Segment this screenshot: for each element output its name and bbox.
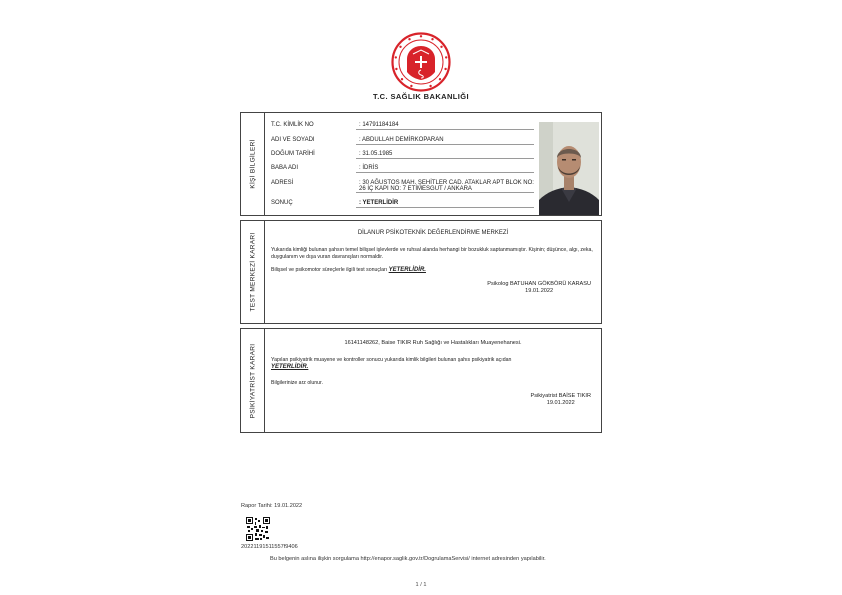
verification-text: Bu belgenin aslına ilişkin sorgulama http://enapor.saglik.gov.tr/DogrulamaServisi/ internet adresinden yapılabilir.: [270, 556, 546, 562]
field-value: : ABDULLAH DEMİRKOPARAN: [356, 137, 534, 145]
field-label: ADRESİ: [271, 180, 294, 186]
field-value: : İDRİS: [356, 165, 534, 173]
test-paragraph-2-text: Bilişsel ve psikomotor süreçlerle ilgili test sonuçları: [271, 267, 388, 273]
test-signature: [487, 281, 591, 295]
test-center-section: [240, 220, 602, 324]
field-label: SONUÇ: [271, 200, 293, 206]
psychiatrist-result: YETERLİDİR.: [271, 364, 309, 370]
test-center-name: DİLANUR PSİKOTEKNİK DEĞERLENDİRME MERKEZİ: [357, 230, 509, 236]
test-result: YETERLİDİR.: [388, 267, 426, 273]
test-signer: Psikolog BATUHAN GÖKBÖRÜ KARASU: [487, 281, 591, 287]
side-label-psychiatrist: PSİKİYATRİST KARARI: [249, 343, 256, 418]
psychiatrist-date: 19.01.2022: [546, 400, 575, 406]
test-date: 19.01.2022: [525, 288, 554, 294]
field-value: : 30 AĞUSTOS MAH. ŞEHİTLER CAD. ATAKLAR APT BLOK NO: 26 İÇ KAPI NO: 7 ETİMESGUT / ANKARA: [356, 180, 534, 193]
psychiatrist-signer: Psikiyatrist BAİSE TIKIR: [530, 393, 591, 399]
psychiatrist-paragraph-1-text: Yapılan psikiyatrik muayene ve kontroller sonucu yukarıda kimlik bilgileri bulunan şahıs psikiyatrik açıdan: [271, 357, 512, 363]
field-label: DOĞUM TARİHİ: [271, 151, 315, 157]
psychiatrist-institution: 16141148262, Baise TIKIR Ruh Sağlığı ve Hastalıkları Muayenehanesi.: [344, 340, 522, 346]
psychiatrist-section: [240, 328, 602, 433]
qr-number: 20221191511557f9406: [241, 544, 298, 550]
field-value: : 14791184184: [356, 122, 534, 130]
page-number: 1 / 1: [415, 582, 427, 588]
side-label-test: TEST MERKEZİ KARARI: [249, 232, 256, 312]
side-label-personal: KİŞİ BİLGİLERİ: [249, 139, 256, 189]
report-date: Rapor Tarihi: 19.01.2022: [241, 503, 303, 509]
psychiatrist-signature: [530, 393, 591, 407]
psychiatrist-paragraph-1: [271, 357, 593, 371]
test-paragraph-2: [271, 267, 593, 274]
section-side-bar: [241, 329, 265, 432]
section-side-bar: [241, 221, 265, 323]
field-label: T.C. KİMLİK NO: [271, 122, 314, 128]
person-photo: [539, 122, 599, 215]
section-side-bar: [241, 113, 265, 215]
test-paragraph-1: Yukarıda kimliği bulunan şahsın temel bilişsel işlevlerde ve ruhsal alanda herhangi bir bozukluk saptanmamıştır. Kişinin; düşünce, algı, zeka, duygulanım ve dışa vuran davranışları normaldir.: [271, 247, 593, 260]
field-label: BABA ADI: [271, 165, 299, 171]
psychiatrist-paragraph-2: Bilgilerinize arz olunur.: [271, 380, 323, 386]
personal-info-section: [240, 112, 602, 216]
field-value: : YETERLİDİR: [356, 200, 534, 208]
ministry-title: T.C. SAĞLIK BAKANLIĞI: [373, 92, 469, 101]
qr-code-icon: [246, 517, 270, 541]
ministry-logo-icon: [391, 32, 451, 92]
field-label: ADI VE SOYADI: [271, 137, 315, 143]
field-value: : 31.05.1985: [356, 151, 534, 159]
